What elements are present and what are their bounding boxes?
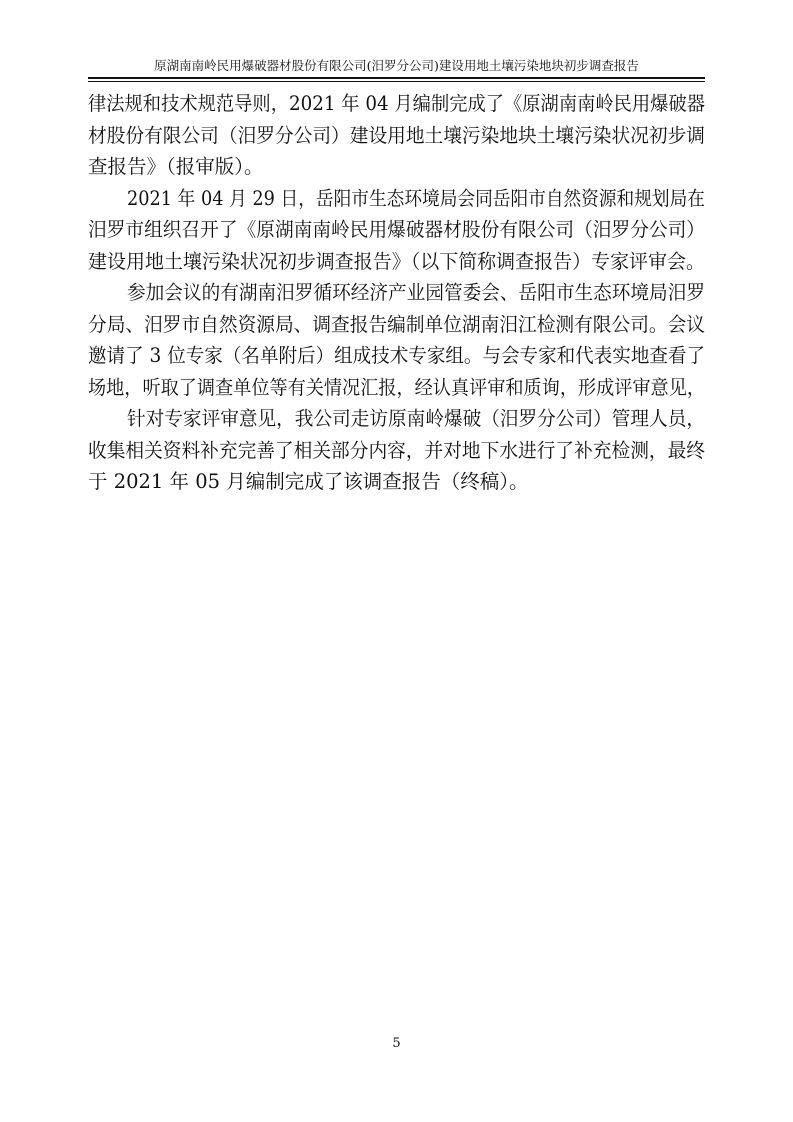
paragraph-3-line-3: 邀请了 3 位专家（名单附后）组成技术专家组。与会专家和代表实地查看了 — [88, 344, 705, 367]
running-header: 原湖南南岭民用爆破器材股份有限公司(汨罗分公司)建设用地土壤污染地块初步调查报告 — [154, 58, 639, 73]
paragraph-1-line-2: 材股份有限公司（汨罗分公司）建设用地土壤污染地块土壤污染状况初步调 — [88, 123, 705, 147]
paragraph-4-line-3: 于 2021 年 05 月编制完成了该调查报告（终稿）。 — [88, 470, 529, 493]
paragraph-4-line-2: 收集相关资料补充完善了相关部分内容，并对地下水进行了补充检测，最终 — [88, 438, 705, 462]
paragraph-2-line-1: 2021 年 04 月 29 日，岳阳市生态环境局会同岳阳市自然资源和规划局在 — [127, 186, 705, 210]
header-rule-thick — [88, 77, 705, 79]
paragraph-3-line-2: 分局、汨罗市自然资源局、调查报告编制单位湖南汨江检测有限公司。会议 — [88, 312, 705, 336]
paragraph-3-line-1: 参加会议的有湖南汨罗循环经济产业园管委会、岳阳市生态环境局汨罗 — [127, 281, 705, 304]
paragraph-3-line-4: 场地，听取了调查单位等有关情况汇报，经认真评审和质询，形成评审意见， — [88, 375, 705, 399]
body-text — [88, 88, 705, 498]
paragraph-2-line-2: 汨罗市组织召开了《原湖南南岭民用爆破器材股份有限公司（汨罗分公司） — [88, 218, 705, 241]
paragraph-2-line-3: 建设用地土壤污染状况初步调查报告》（以下简称调查报告）专家评审会。 — [88, 249, 705, 273]
header-rule-thin — [88, 81, 705, 82]
paragraph-4-line-1: 针对专家评审意见，我公司走访原南岭爆破（汨罗分公司）管理人员， — [127, 407, 705, 430]
page-number: 5 — [392, 1036, 401, 1051]
paragraph-1-line-1: 律法规和技术规范导则，2021 年 04 月编制完成了《原湖南南岭民用爆破器 — [88, 92, 705, 115]
paragraph-1-line-3: 查报告》（报审版）。 — [88, 155, 264, 178]
